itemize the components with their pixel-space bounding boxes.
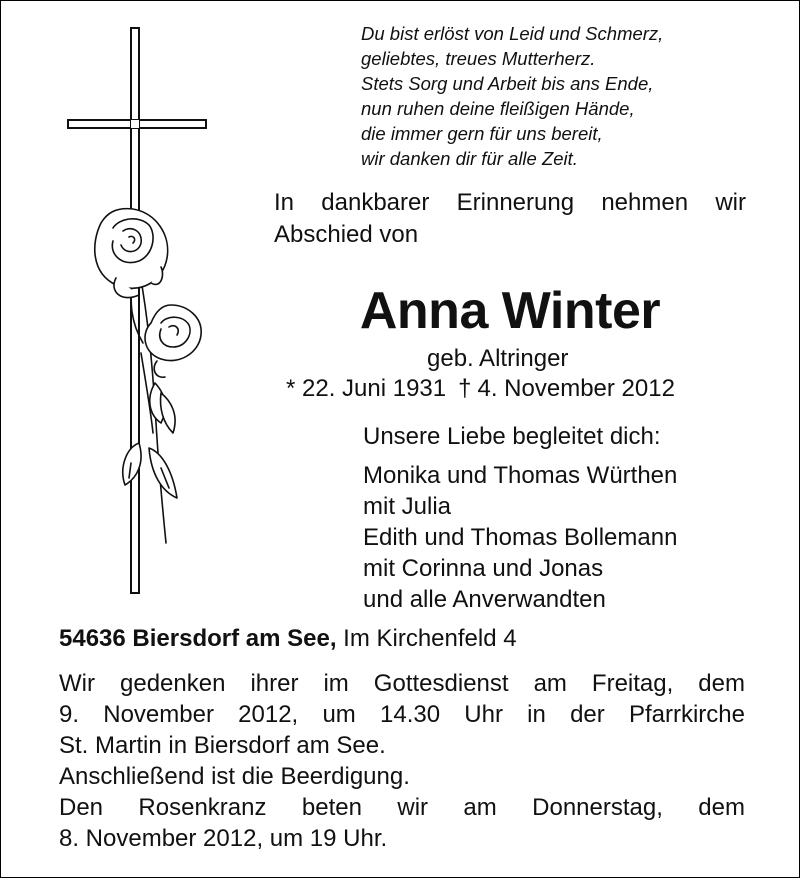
address-place: 54636 Biersdorf am See, (59, 625, 337, 652)
mourner-line: mit Julia (363, 493, 452, 520)
mourner-line: Monika und Thomas Würthen (363, 462, 678, 489)
mourner-line: mit Corinna und Jonas (363, 555, 604, 582)
poem-line: geliebtes, treues Mutterherz. (361, 48, 596, 69)
service-line: St. Martin in Biersdorf am See. (59, 732, 386, 759)
service-line: Wir gedenken ihrer im Gottesdienst am Freitag, dem (59, 670, 745, 697)
poem-line: nun ruhen deine fleißigen Hände, (361, 98, 635, 119)
service-line: 9. November 2012, um 14.30 Uhr in der Pfarrkirche (59, 701, 745, 728)
poem-line: die immer gern für uns bereit, (361, 123, 603, 144)
roses-icon (95, 209, 201, 543)
service-info (59, 668, 745, 854)
birth-date: * 22. Juni 1931 (286, 375, 447, 402)
maiden-name: geb. Altringer (427, 345, 569, 372)
death-cross-symbol: † (458, 375, 472, 402)
death-date: 4. November 2012 (477, 375, 675, 402)
deceased-name: Anna Winter (359, 282, 661, 340)
poem-line: Stets Sorg und Arbeit bis ans Ende, (361, 73, 654, 94)
address-street: Im Kirchenfeld 4 (343, 625, 517, 652)
service-line: Den Rosenkranz beten wir am Donnerstag, dem (59, 794, 745, 821)
poem-line: Du bist erlöst von Leid und Schmerz, (361, 23, 664, 44)
poem-line: wir danken dir für alle Zeit. (361, 148, 578, 169)
intro-text: In dankbarer Erinnerung nehmen wir Abschied von (274, 189, 746, 248)
mourner-line: und alle Anverwandten (363, 586, 606, 613)
mourners-heading: Unsere Liebe begleitet dich: (363, 423, 661, 450)
service-line: Anschließend ist die Beerdigung. (59, 763, 410, 790)
service-line: 8. November 2012, um 19 Uhr. (59, 825, 388, 852)
life-dates (286, 374, 675, 404)
mourner-line: Edith und Thomas Bollemann (363, 524, 678, 551)
poem (361, 21, 781, 171)
address (59, 623, 517, 654)
mourners-block (363, 421, 677, 615)
cross-with-roses-icon (61, 23, 221, 603)
